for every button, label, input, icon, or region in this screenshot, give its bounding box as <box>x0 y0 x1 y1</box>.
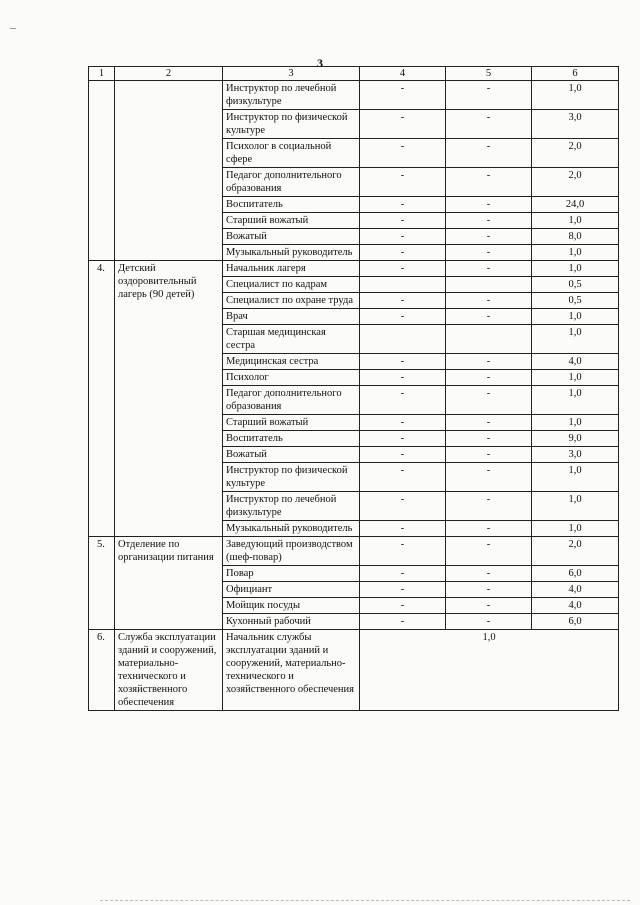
column-header: 4 <box>360 67 446 81</box>
column-5-cell: - <box>446 463 532 492</box>
column-5-cell: - <box>446 229 532 245</box>
position-cell: Повар <box>223 566 360 582</box>
column-4-cell: - <box>360 463 446 492</box>
position-cell: Инструктор по физической культуре <box>223 463 360 492</box>
staff-units-cell: 1,0 <box>532 245 619 261</box>
position-cell: Старший вожатый <box>223 415 360 431</box>
position-cell: Заведующий производством (шеф-повар) <box>223 537 360 566</box>
column-5-cell: - <box>446 537 532 566</box>
position-cell: Медицинская сестра <box>223 354 360 370</box>
staff-units-cell: 0,5 <box>532 293 619 309</box>
column-4-cell: - <box>360 415 446 431</box>
column-4-cell: - <box>360 293 446 309</box>
position-cell: Вожатый <box>223 447 360 463</box>
column-4-cell <box>360 325 446 354</box>
column-4-cell: - <box>360 582 446 598</box>
column-4-cell: - <box>360 81 446 110</box>
staff-units-cell: 9,0 <box>532 431 619 447</box>
column-4-cell: - <box>360 261 446 277</box>
staff-units-cell: 2,0 <box>532 168 619 197</box>
row-number-cell: 6. <box>89 630 115 711</box>
column-5-cell <box>446 277 532 293</box>
column-5-cell: - <box>446 492 532 521</box>
staff-units-cell: 2,0 <box>532 537 619 566</box>
column-4-cell: - <box>360 447 446 463</box>
column-4-cell: - <box>360 537 446 566</box>
scan-artifact <box>10 28 16 29</box>
row-number-cell: 4. <box>89 261 115 537</box>
staff-units-cell: 1,0 <box>532 325 619 354</box>
column-4-cell: - <box>360 431 446 447</box>
position-cell: Кухонный рабочий <box>223 614 360 630</box>
staff-units-cell: 1,0 <box>532 492 619 521</box>
position-cell: Музыкальный руководитель <box>223 245 360 261</box>
staff-units-cell: 0,5 <box>532 277 619 293</box>
column-5-cell: - <box>446 566 532 582</box>
position-cell: Старший вожатый <box>223 213 360 229</box>
position-cell: Мойщик посуды <box>223 598 360 614</box>
column-4-cell: - <box>360 354 446 370</box>
column-4-cell: - <box>360 521 446 537</box>
staff-units-cell: 1,0 <box>532 521 619 537</box>
staffing-table-sheet <box>88 66 618 711</box>
column-4-cell: - <box>360 229 446 245</box>
column-4-cell: - <box>360 370 446 386</box>
column-header: 1 <box>89 67 115 81</box>
position-cell: Педагог дополнительного образования <box>223 386 360 415</box>
column-5-cell: - <box>446 197 532 213</box>
column-header: 2 <box>115 67 223 81</box>
unit-cell: Детский оздоровительный лагерь (90 детей) <box>115 261 223 537</box>
position-cell: Инструктор по лечебной физкультуре <box>223 492 360 521</box>
position-cell: Специалист по кадрам <box>223 277 360 293</box>
page-bottom-line <box>100 900 630 902</box>
column-5-cell: - <box>446 168 532 197</box>
column-5-cell: - <box>446 614 532 630</box>
staff-units-cell: 3,0 <box>532 447 619 463</box>
staff-units-cell: 1,0 <box>532 370 619 386</box>
column-5-cell: - <box>446 598 532 614</box>
position-cell: Врач <box>223 309 360 325</box>
unit-cell <box>115 81 223 261</box>
staff-units-cell: 6,0 <box>532 614 619 630</box>
column-4-cell: - <box>360 598 446 614</box>
position-cell: Старшая медицинская сестра <box>223 325 360 354</box>
column-5-cell: - <box>446 213 532 229</box>
column-4-cell: - <box>360 386 446 415</box>
column-5-cell: - <box>446 447 532 463</box>
column-5-cell: - <box>446 354 532 370</box>
merged-values-cell: 1,0 <box>360 630 619 711</box>
position-cell: Психолог в социальной сфере <box>223 139 360 168</box>
column-5-cell: - <box>446 370 532 386</box>
staff-units-cell: 4,0 <box>532 598 619 614</box>
table-row <box>89 537 619 566</box>
position-cell: Педагог дополнительного образования <box>223 168 360 197</box>
table-row <box>89 261 619 277</box>
column-4-cell <box>360 277 446 293</box>
column-5-cell: - <box>446 81 532 110</box>
page-number: 3 <box>317 56 323 70</box>
position-cell: Начальник лагеря <box>223 261 360 277</box>
column-5-cell: - <box>446 386 532 415</box>
position-cell: Инструктор по физической культуре <box>223 110 360 139</box>
column-4-cell: - <box>360 245 446 261</box>
column-5-cell <box>446 325 532 354</box>
column-4-cell: - <box>360 110 446 139</box>
row-number-cell <box>89 81 115 261</box>
column-5-cell: - <box>446 110 532 139</box>
column-5-cell: - <box>446 582 532 598</box>
position-cell: Музыкальный руководитель <box>223 521 360 537</box>
position-cell: Специалист по охране труда <box>223 293 360 309</box>
unit-cell: Отделение по организации питания <box>115 537 223 630</box>
column-4-cell: - <box>360 168 446 197</box>
position-cell: Вожатый <box>223 229 360 245</box>
position-cell: Воспитатель <box>223 197 360 213</box>
staff-units-cell: 8,0 <box>532 229 619 245</box>
row-number-cell: 5. <box>89 537 115 630</box>
staff-units-cell: 2,0 <box>532 139 619 168</box>
staff-units-cell: 1,0 <box>532 415 619 431</box>
table-body <box>89 81 619 711</box>
staff-units-cell: 1,0 <box>532 309 619 325</box>
column-4-cell: - <box>360 492 446 521</box>
table-row <box>89 81 619 110</box>
staff-units-cell: 1,0 <box>532 386 619 415</box>
column-5-cell: - <box>446 293 532 309</box>
staff-units-cell: 4,0 <box>532 354 619 370</box>
staff-units-cell: 1,0 <box>532 261 619 277</box>
column-number-row <box>89 67 619 81</box>
column-header: 6 <box>532 67 619 81</box>
column-header: 5 <box>446 67 532 81</box>
staff-units-cell: 4,0 <box>532 582 619 598</box>
staff-units-cell: 24,0 <box>532 197 619 213</box>
staff-units-cell: 1,0 <box>532 463 619 492</box>
staff-units-cell: 3,0 <box>532 110 619 139</box>
column-4-cell: - <box>360 197 446 213</box>
position-cell: Начальник службы эксплуатации зданий и сооружений, материально-технического и хозяйственного обеспечения <box>223 630 360 711</box>
column-5-cell: - <box>446 415 532 431</box>
table-row <box>89 630 619 711</box>
staff-units-cell: 6,0 <box>532 566 619 582</box>
column-4-cell: - <box>360 614 446 630</box>
position-cell: Инструктор по лечебной физкультуре <box>223 81 360 110</box>
staffing-table <box>88 66 619 711</box>
column-4-cell: - <box>360 213 446 229</box>
staff-units-cell: 1,0 <box>532 81 619 110</box>
column-5-cell: - <box>446 521 532 537</box>
staff-units-cell: 1,0 <box>532 213 619 229</box>
column-header: 3 <box>223 67 360 81</box>
column-5-cell: - <box>446 261 532 277</box>
column-5-cell: - <box>446 245 532 261</box>
column-5-cell: - <box>446 431 532 447</box>
column-4-cell: - <box>360 566 446 582</box>
column-4-cell: - <box>360 309 446 325</box>
column-5-cell: - <box>446 309 532 325</box>
position-cell: Психолог <box>223 370 360 386</box>
column-4-cell: - <box>360 139 446 168</box>
column-5-cell: - <box>446 139 532 168</box>
position-cell: Официант <box>223 582 360 598</box>
unit-cell: Служба эксплуатации зданий и сооружений, материально-технического и хозяйственного обеспечения <box>115 630 223 711</box>
position-cell: Воспитатель <box>223 431 360 447</box>
